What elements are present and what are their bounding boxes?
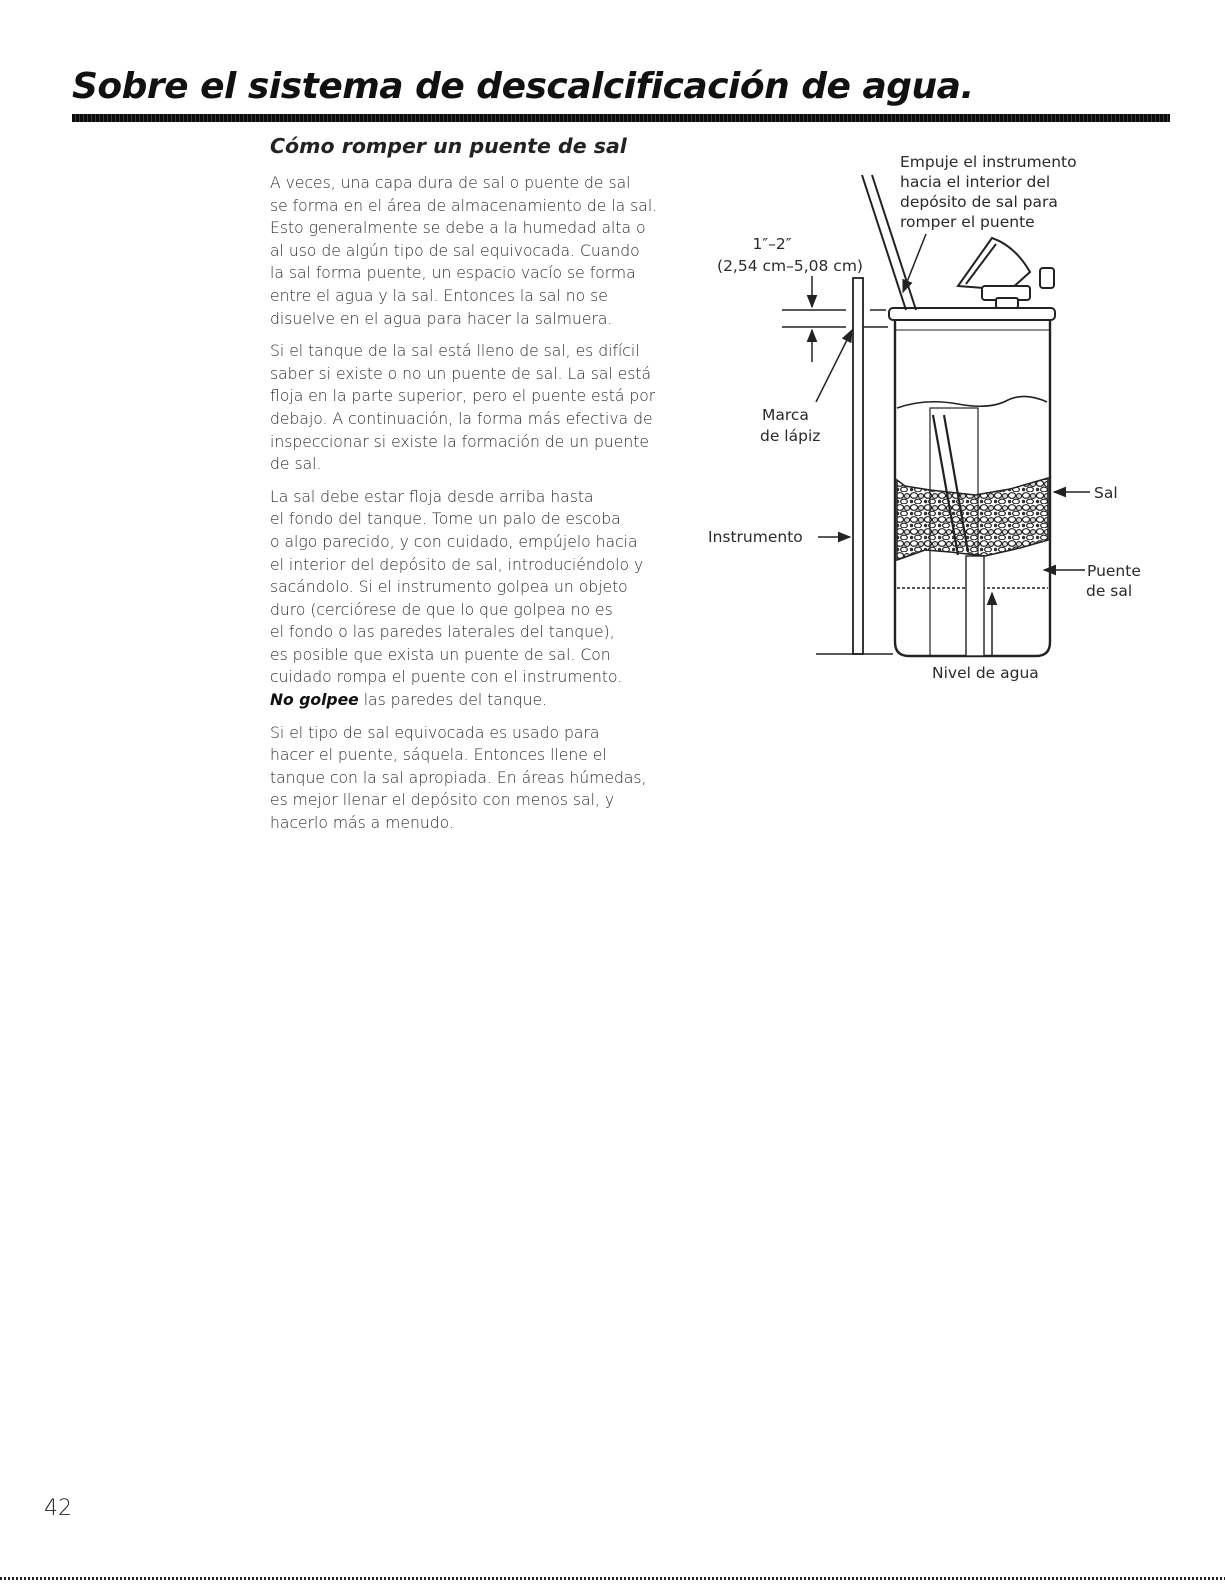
text-line: duro (cerciórese de que lo que golpea no es xyxy=(270,600,613,619)
measure-inches: 1″–2″ xyxy=(752,235,792,253)
water-level-label: Nivel de agua xyxy=(932,664,1039,682)
salt-bridge-line: Puente xyxy=(1087,562,1141,580)
text-line: es mejor llenar el depósito con menos sal, y xyxy=(270,791,615,810)
push-note xyxy=(900,153,1082,231)
push-pointer xyxy=(903,234,926,292)
measure-arrows xyxy=(782,276,846,362)
paragraph-2 xyxy=(270,340,700,476)
instrument-label: Instrumento xyxy=(708,528,803,546)
text-line: tanque con la sal apropiada. En áreas húmedas, xyxy=(270,768,647,787)
text-line: al uso de algún tipo de sal equivocada. Cuando xyxy=(270,241,640,260)
text-line: Si el tanque de la sal está lleno de sal, es difícil xyxy=(270,342,640,361)
pencil-mark-line: Marca xyxy=(762,406,809,424)
measure-cm: (2,54 cm–5,08 cm) xyxy=(717,257,863,275)
salt-label: Sal xyxy=(1094,484,1118,502)
text-line: saber si existe o no un puente de sal. La sal está xyxy=(270,364,652,383)
brine-tank xyxy=(889,308,1055,656)
text-line: Esto generalmente se debe a la humedad alta o xyxy=(270,219,646,238)
pencil-mark-label xyxy=(760,406,820,445)
text-line: inspeccionar si existe la formación de un puente xyxy=(270,432,649,451)
warning-rest: las paredes del tanque. xyxy=(363,691,548,710)
warning-line xyxy=(270,689,700,712)
text-line: cuidado rompa el puente con el instrumento. xyxy=(270,668,623,687)
pencil-mark-line: de lápiz xyxy=(760,427,821,445)
text-line: floja en la parte superior, pero el puente está por xyxy=(270,387,656,406)
bottom-rule xyxy=(0,1577,1225,1580)
pencil-mark-pointer xyxy=(816,330,852,402)
text-line: debajo. A continuación, la forma más efectiva de xyxy=(270,409,653,428)
text-line: Si el tipo de sal equivocada es usado para xyxy=(270,723,600,742)
page-title: Sobre el sistema de descalcificación de agua. xyxy=(72,66,974,107)
text-line: hacer el puente, sáquela. Entonces llene el xyxy=(270,746,607,765)
text-line: sacándolo. Si el instrumento golpea un objeto xyxy=(270,578,628,597)
text-line: o algo parecido, y con cuidado, empújelo hacia xyxy=(270,532,638,551)
text-line: La sal debe estar floja desde arriba hasta xyxy=(270,487,594,506)
salt-bridge-line: de sal xyxy=(1086,582,1133,600)
text-line: la sal forma puente, un espacio vacío se forma xyxy=(270,264,636,283)
text-line: el fondo del tanque. Tome un palo de escoba xyxy=(270,510,621,529)
section-heading: Cómo romper un puente de sal xyxy=(270,134,627,158)
body-text xyxy=(270,172,700,845)
warning-emphasis: No golpee xyxy=(270,691,359,710)
push-note-line: romper el puente xyxy=(900,213,1035,231)
valve-cap-icon xyxy=(958,238,1054,308)
paragraph-3 xyxy=(270,486,700,712)
text-line: de sal. xyxy=(270,455,322,474)
push-note-line: depósito de sal para xyxy=(900,193,1058,211)
text-line: entre el agua y la sal. Entonces la sal no se xyxy=(270,286,608,305)
measuring-stick xyxy=(853,278,888,654)
text-line: disuelve en el agua para hacer la salmuera. xyxy=(270,309,613,328)
paragraph-4 xyxy=(270,722,700,835)
text-line: el fondo o las paredes laterales del tanque), xyxy=(270,623,615,642)
text-line: se forma en el área de almacenamiento de la sal. xyxy=(270,196,658,215)
title-rule xyxy=(72,114,1170,122)
push-note-line: hacia el interior del xyxy=(900,173,1051,191)
salt-bridge-label xyxy=(1086,562,1146,600)
text-line: el interior del depósito de sal, introduciéndolo y xyxy=(270,555,644,574)
salt-tank-diagram xyxy=(700,140,1190,700)
text-line: A veces, una capa dura de sal o puente de sal xyxy=(270,174,631,192)
push-note-line: Empuje el instrumento xyxy=(900,153,1077,171)
page-number: 42 xyxy=(44,1496,72,1521)
text-line: es posible que exista un puente de sal. Con xyxy=(270,645,611,664)
paragraph-1 xyxy=(270,172,700,330)
text-line: hacerlo más a menudo. xyxy=(270,814,454,833)
